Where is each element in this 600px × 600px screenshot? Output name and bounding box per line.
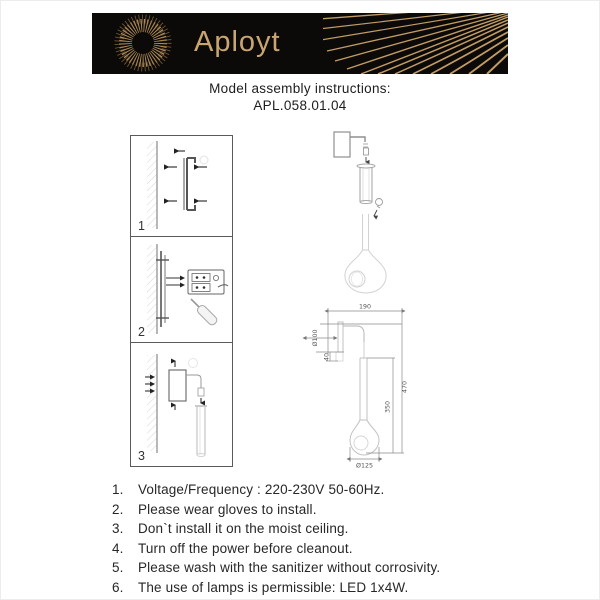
cord-and-tube bbox=[186, 375, 207, 456]
instruction-item bbox=[112, 539, 532, 559]
dim-arm-length: 190 bbox=[358, 303, 372, 311]
page-title: Model assembly instructions: bbox=[209, 81, 391, 96]
instruction-number: 5. bbox=[112, 560, 124, 576]
brand-banner bbox=[92, 13, 508, 74]
assembly-steps-box bbox=[130, 135, 233, 467]
wall-hatch bbox=[147, 354, 157, 453]
instruction-text: Voltage/Frequency : 220-230V 50-60Hz. bbox=[138, 482, 385, 497]
dim-shade-diameter: Ø125 bbox=[356, 462, 373, 470]
dim-overall-drop: 470 bbox=[401, 380, 409, 394]
mounting-bracket bbox=[184, 158, 195, 210]
instruction-number: 2. bbox=[112, 501, 124, 517]
dim-body-drop: 350 bbox=[384, 400, 392, 414]
screwdriver-icon bbox=[191, 299, 218, 326]
upper-tube bbox=[357, 164, 375, 204]
step-number: 2 bbox=[138, 325, 145, 339]
terminal-block bbox=[188, 270, 228, 294]
dimension-drawing bbox=[300, 290, 450, 480]
model-number: APL.058.01.04 bbox=[253, 98, 347, 113]
instruction-item bbox=[112, 480, 532, 500]
title-block bbox=[0, 80, 600, 114]
ray-lines bbox=[323, 13, 508, 74]
supply-wires bbox=[166, 278, 184, 285]
wall-hatch bbox=[147, 244, 157, 334]
instruction-item bbox=[112, 558, 532, 578]
instruction-number: 6. bbox=[112, 579, 124, 595]
driver-box bbox=[169, 361, 186, 410]
instruction-item bbox=[112, 519, 532, 539]
instruction-number: 4. bbox=[112, 540, 124, 556]
sunburst-icon bbox=[114, 13, 172, 74]
sunburst-core bbox=[132, 32, 154, 54]
step2-drawing bbox=[131, 237, 232, 342]
screw-and-arrow bbox=[374, 199, 383, 217]
step-panel-3 bbox=[131, 342, 232, 466]
instruction-text: Turn off the power before cleanout. bbox=[138, 540, 353, 556]
instruction-text: Please wear gloves to install. bbox=[138, 501, 317, 517]
lamp-body bbox=[345, 214, 386, 293]
instruction-item bbox=[112, 500, 532, 520]
instruction-text: Please wash with the sanitizer without corrosivity. bbox=[138, 560, 441, 576]
step-panel-1 bbox=[131, 136, 232, 236]
step-number: 3 bbox=[138, 449, 145, 463]
wall-box-and-arm bbox=[334, 132, 369, 162]
wall-hatch bbox=[147, 141, 157, 229]
step-panel-2 bbox=[131, 236, 232, 342]
step3-drawing bbox=[131, 343, 232, 466]
hand-ghost bbox=[189, 359, 198, 368]
dim-plate-depth: 40 bbox=[323, 352, 331, 362]
instruction-number: 3. bbox=[112, 521, 124, 537]
step1-drawing bbox=[131, 136, 232, 235]
dim-plate-diameter: Ø100 bbox=[312, 329, 319, 347]
instruction-text: Don`t install it on the moist ceiling. bbox=[138, 521, 349, 537]
instruction-text: The use of lamps is permissible: LED 1x4W. bbox=[138, 579, 409, 595]
instruction-number: 1. bbox=[112, 482, 124, 497]
brand-logo-text: Aployt bbox=[194, 26, 281, 58]
screw-ghost bbox=[200, 156, 208, 164]
instructions-list bbox=[112, 480, 532, 598]
mounted-plate bbox=[156, 251, 169, 327]
rays-icon bbox=[323, 13, 508, 74]
step-number: 1 bbox=[138, 219, 145, 233]
instruction-item bbox=[112, 578, 532, 598]
exploded-view-drawing bbox=[330, 128, 430, 298]
lamp-outline bbox=[336, 322, 379, 455]
